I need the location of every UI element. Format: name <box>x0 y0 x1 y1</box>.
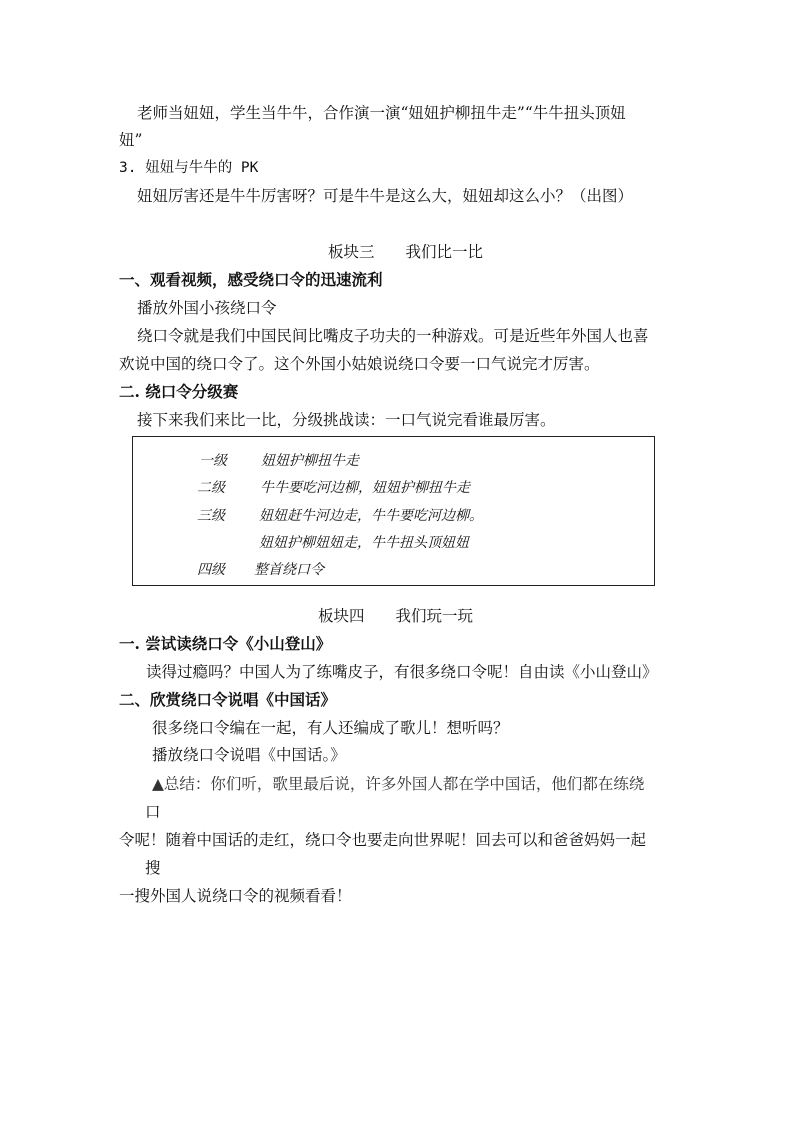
block3-paragraph-2-line1: 绕口令就是我们中国民间比嘴皮子功夫的一种游戏。可是近些年外国人也喜 <box>137 327 649 345</box>
level-label: 一级 <box>199 453 227 469</box>
level-text: 妞妞护柳妞妞走，牛牛扭头顶妞妞 <box>259 535 469 551</box>
summary-line-4: 搜 <box>145 859 161 877</box>
level-label: 二级 <box>197 480 225 496</box>
summary-line-5: 一搜外国人说绕口令的视频看看！ <box>119 887 352 905</box>
levels-box <box>132 436 655 586</box>
block4-title: 板块四 我们玩一玩 <box>318 607 474 625</box>
paragraph-role-play-cont: 妞” <box>119 131 143 149</box>
level-label: 三级 <box>197 508 225 524</box>
level-text: 妞妞赶牛河边走，牛牛要吃河边柳。 <box>259 508 483 524</box>
block3-paragraph-2-line2: 欢说中国的绕口令了。这个外国小姑娘说绕口令要一口气说完才厉害。 <box>119 355 600 373</box>
item-3-title: 3. 妞妞与牛牛的 PK <box>119 160 259 176</box>
block4-paragraph-2: 很多绕口令编在一起，有人还编成了歌儿！想听吗？ <box>152 719 509 737</box>
block3-paragraph-3: 接下来我们来比一比，分级挑战读：一口气说完看谁最厉害。 <box>137 411 556 429</box>
block3-heading-2: 二. 绕口令分级赛 <box>119 382 239 401</box>
level-text: 整首绕口令 <box>254 562 324 578</box>
item-3-text: 妞妞厉害还是牛牛厉害呀？可是牛牛是这么大，妞妞却这么小？（出图） <box>137 187 634 205</box>
summary-line-3: 令呢！随着中国话的走红，绕口令也要走向世界呢！回去可以和爸爸妈妈一起 <box>119 831 647 849</box>
summary-line-1: ▲总结：你们听，歌里最后说，许多外国人都在学中国话，他们都在练绕 <box>152 775 645 793</box>
level-text: 妞妞护柳扭牛走 <box>261 453 359 469</box>
block4-paragraph-3: 播放绕口令说唱《中国话。》 <box>152 746 346 764</box>
block4-heading-1: 一. 尝试读绕口令《小山登山》 <box>119 634 332 653</box>
level-text: 牛牛要吃河边柳，妞妞护柳扭牛走 <box>260 480 470 496</box>
summary-line-2: 口 <box>145 803 161 821</box>
block4-paragraph-1: 读得过瘾吗？中国人为了练嘴皮子，有很多绕口令呢！自由读《小山登山》 <box>146 663 658 681</box>
block3-title: 板块三 我们比一比 <box>328 243 484 261</box>
level-label: 四级 <box>197 562 225 578</box>
paragraph-role-play: 老师当妞妞，学生当牛牛，合作演一演“妞妞护柳扭牛走”“牛牛扭头顶妞 <box>137 104 626 122</box>
block4-heading-2: 二、欣赏绕口令说唱《中国话》 <box>119 690 337 709</box>
block3-heading-1: 一、观看视频，感受绕口令的迅速流利 <box>119 270 383 289</box>
block3-paragraph-1: 播放外国小孩绕口令 <box>137 299 277 317</box>
